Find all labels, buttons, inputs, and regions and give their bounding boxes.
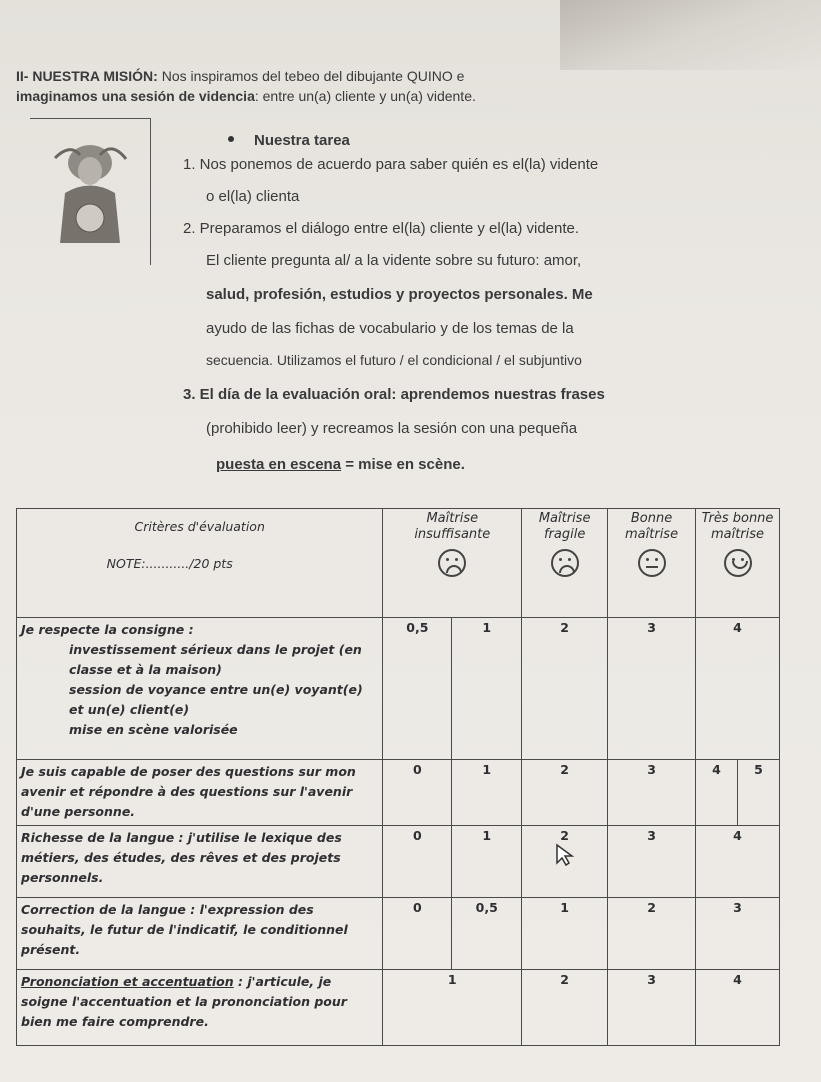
score-cell: 2	[522, 970, 608, 1046]
level-label: Bonne maîtrise	[625, 511, 679, 542]
criterion-title: Prononciation et accentuation	[21, 974, 234, 989]
table-row	[17, 760, 780, 826]
criteria-title: Critères d'évaluation	[134, 519, 265, 534]
score-cell: 2	[608, 898, 696, 970]
criteria-header-cell	[17, 509, 383, 618]
score-cell: 3	[696, 898, 780, 970]
mission-text-2-bold: imaginamos una sesión de videncia	[16, 88, 255, 104]
criterion-cell	[17, 970, 383, 1046]
level-label: Maîtrise insuffisante	[414, 511, 491, 542]
level-insufficient	[383, 509, 522, 618]
mission-text-2: : entre un(a) cliente y un(a) vidente.	[254, 88, 476, 104]
level-good	[608, 509, 696, 618]
score-cell: 2	[522, 618, 608, 760]
table-row	[17, 898, 780, 970]
criterion-cell	[17, 618, 383, 760]
score-cell: 4	[696, 760, 738, 826]
neutral-face-icon	[638, 549, 666, 577]
score-cell: 2	[522, 760, 608, 826]
level-label: Très bonne maîtrise	[701, 511, 774, 542]
task-line: ayudo de las fichas de vocabulario y de los temas de la	[206, 320, 574, 337]
cursor-arrow-icon	[554, 843, 576, 867]
fortune-teller-illustration-icon	[50, 133, 130, 253]
score-cell: 0	[383, 760, 452, 826]
score-value: 2	[560, 828, 569, 843]
task-line: secuencia. Utilizamos el futuro / el condicional / el subjuntivo	[206, 352, 582, 368]
criterion-cell: Je suis capable de poser des questions sur mon avenir et répondre à des questions sur l'avenir d'une personne.	[17, 760, 383, 826]
mission-intro	[16, 66, 796, 106]
note-field: NOTE:.........../20 pts	[106, 556, 233, 571]
score-cell: 1	[522, 898, 608, 970]
task-line: (prohibido leer) y recreamos la sesión con una pequeña	[206, 420, 578, 437]
task-line: 1. Nos ponemos de acuerdo para saber quién es el(la) vidente	[183, 156, 599, 173]
bullet-icon	[228, 136, 234, 142]
criterion-item: mise en scène valorisée	[69, 722, 238, 737]
table-row	[17, 826, 780, 898]
score-cell: 1	[383, 970, 522, 1046]
score-cell: 3	[608, 760, 696, 826]
score-cell: 0	[383, 898, 452, 970]
score-cell: 3	[608, 618, 696, 760]
mise-en-scene-line	[216, 456, 465, 473]
score-cell: 0,5	[452, 898, 522, 970]
score-cell: 0,5	[383, 618, 452, 760]
table-header-row	[17, 509, 780, 618]
criterion-cell: Correction de la langue : l'expression des souhaits, le futur de l'indicatif, le conditionnel présent.	[17, 898, 383, 970]
mission-text-1: Nos inspiramos del tebeo del dibujante QUINO e	[161, 68, 465, 84]
criterion-cell: Richesse de la langue : j'utilise le lexique des métiers, des études, des rêves et des projets personnels.	[17, 826, 383, 898]
level-label: Maîtrise fragile	[538, 511, 591, 542]
score-cell: 4	[696, 826, 780, 898]
table-row	[17, 618, 780, 760]
level-fragile	[522, 509, 608, 618]
criterion-item: session de voyance entre un(e) voyant(e) et un(e) client(e)	[69, 682, 363, 717]
score-cell: 3	[608, 970, 696, 1046]
score-cell	[522, 826, 608, 898]
criterion-item: investissement sérieux dans le projet (en classe et à la maison)	[69, 642, 362, 677]
sad-face-icon	[551, 549, 579, 577]
task-line: o el(la) clienta	[206, 188, 300, 205]
mise-en-scene-text: = mise en scène.	[341, 456, 465, 473]
sad-face-icon	[438, 549, 466, 577]
task-line: El cliente pregunta al/ a la vidente sobre su futuro: amor,	[206, 252, 582, 269]
task-line: 2. Preparamos el diálogo entre el(la) cliente y el(la) vidente.	[183, 220, 580, 237]
evaluation-table	[16, 508, 780, 1046]
score-cell: 0	[383, 826, 452, 898]
page-shadow	[560, 0, 821, 70]
score-cell: 3	[608, 826, 696, 898]
mission-lead: II- NUESTRA MISIÓN:	[16, 68, 158, 84]
criterion-text: : j'articule, je soigne l'accentuation et la prononciation pour bien me faire comprendre.	[21, 974, 347, 1029]
score-cell: 1	[452, 618, 522, 760]
score-cell: 5	[737, 760, 779, 826]
task-heading: Nuestra tarea	[254, 132, 350, 149]
score-cell: 4	[696, 970, 780, 1046]
illustration-frame	[30, 118, 151, 265]
task-line: 3. El día de la evaluación oral: aprendemos nuestras frases	[183, 386, 605, 403]
criterion-title: Je respecte la consigne :	[21, 622, 194, 637]
table-row	[17, 970, 780, 1046]
score-cell: 1	[452, 826, 522, 898]
task-line: salud, profesión, estudios y proyectos personales. Me	[206, 286, 593, 303]
level-very-good	[696, 509, 780, 618]
puesta-en-escena: puesta en escena	[216, 456, 342, 473]
score-cell: 1	[452, 760, 522, 826]
happy-face-icon	[724, 549, 752, 577]
score-cell: 4	[696, 618, 780, 760]
